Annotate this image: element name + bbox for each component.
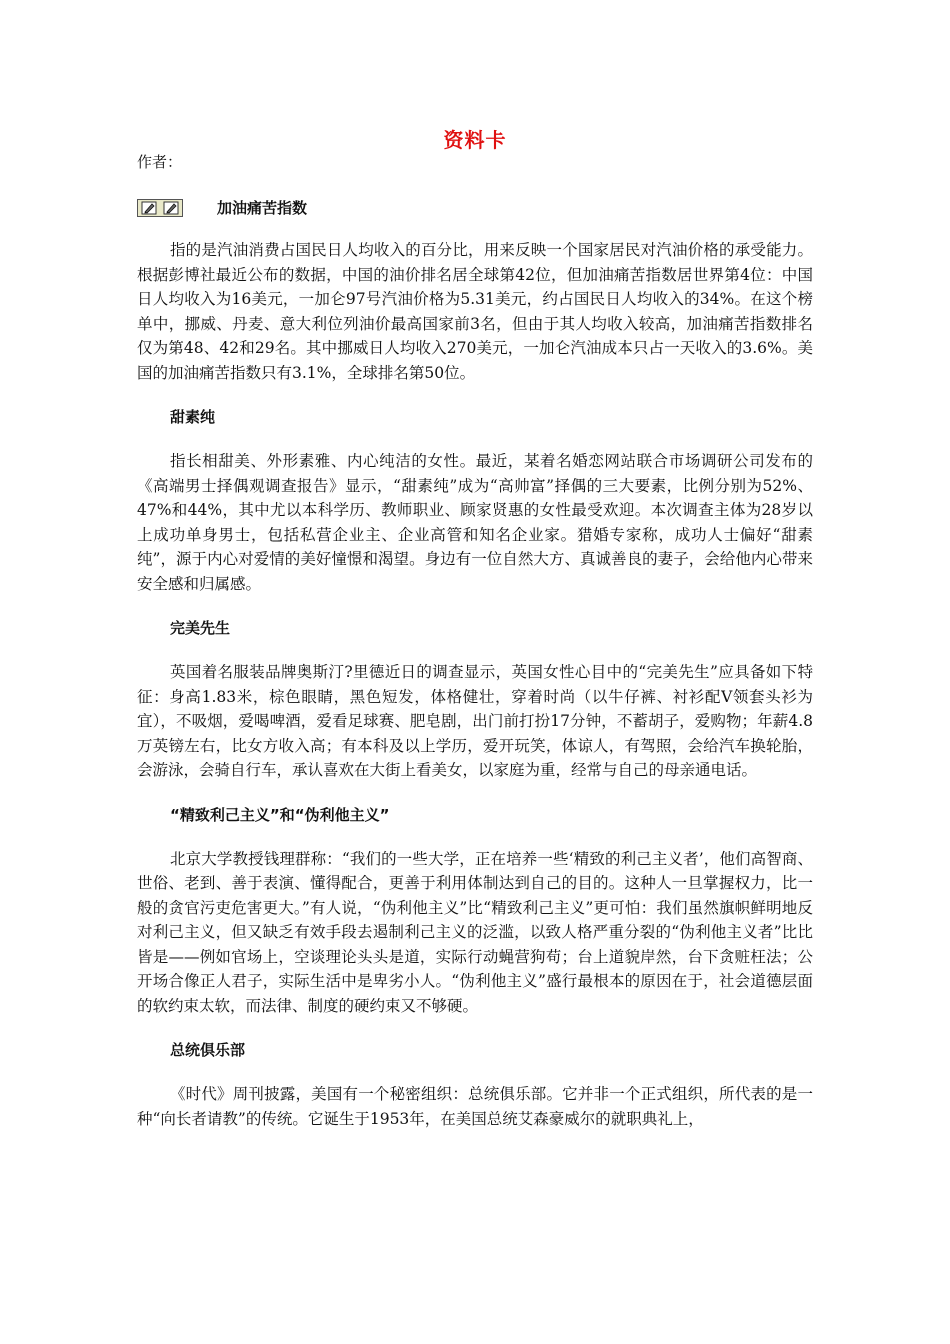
section-heading: 总统俱乐部 (170, 1041, 246, 1059)
article-body (137, 196, 813, 1131)
pencil-icon (141, 201, 157, 215)
section-paragraph: 英国着名服装品牌奥斯汀?里德近日的调查显示，英国女性心目中的“完美先生”应具备如下特征：身高1.83米，棕色眼睛，黑色短发，体格健壮，穿着时尚（以牛仔裤、衬衫配V领套头衫为宜），不吸烟，爱喝啤酒，爱看足球赛、肥皂剧，出门前打扮17分钟，不蓄胡子，爱购物；年薪4.8万英镑左右，比女方收入高；有本科及以上学历，爱开玩笑，体谅人，有驾照，会给汽车换轮胎，会游泳，会骑自行车，承认喜欢在大街上看美女，以家庭为重，经常与自己的母亲通电话。 (137, 663, 813, 779)
section-heading: “精致利己主义”和“伪利他主义” (170, 805, 390, 824)
section-heading: 完美先生 (170, 619, 231, 637)
section-header-1 (137, 196, 813, 220)
section-paragraph: 北京大学教授钱理群称：“我们的一些大学，正在培养一些‘精致的利己主义者’，他们高智商、世俗、老到、善于表演、懂得配合，更善于利用体制达到自己的目的。这种人一旦掌握权力，比一般的贪官污吏危害更大。”有人说，“伪利他主义”比“精致利己主义”更可怕：我们虽然旗帜鲜明地反对利己主义，但又缺乏有效手段去遏制利己主义的泛滥，以致人格严重分裂的“伪利他主义者”比比皆是——例如官场上，空谈理论头头是道，实际行动蝇营狗苟；台上道貌岸然，台下贪赃枉法；公开场合像正人君子，实际生活中是卑劣小人。“伪利他主义”盛行最根本的原因在于，社会道德层面的软约束太软，而法律、制度的硬约束又不够硬。 (137, 849, 813, 1015)
author-label: 作者： (137, 153, 183, 171)
pencil-icon-group (137, 199, 183, 217)
section-heading: 加油痛苦指数 (217, 199, 308, 217)
section-paragraph: 《时代》周刊披露，美国有一个秘密组织：总统俱乐部。它并非一个正式组织，所代表的是一种“向长者请教”的传统。它诞生于1953年，在美国总统艾森豪威尔的就职典礼上， (137, 1085, 813, 1128)
section-heading: 甜素纯 (170, 408, 216, 426)
section-paragraph: 指的是汽油消费占国民日人均收入的百分比，用来反映一个国家居民对汽油价格的承受能力。根据彭博社最近公布的数据，中国的油价排名居全球第42位，但加油痛苦指数居世界第4位：中国日人均收入为16美元，一加仑97号汽油价格为5.31美元，约占国民日人均收入的34%。在这个榜单中，挪威、丹麦、意大利位列油价最高国家前3名，但由于其人均收入较高，加油痛苦指数排名仅为第48、42和29名。其中挪威日人均收入270美元，一加仑汽油成本只占一天收入的3.6%。美国的加油痛苦指数只有3.1%，全球排名第50位。 (137, 241, 813, 382)
page-title: 资料卡 (443, 128, 507, 152)
section-paragraph: 指长相甜美、外形素雅、内心纯洁的女性。最近，某着名婚恋网站联合市场调研公司发布的《高端男士择偶观调查报告》显示，“甜素纯”成为“高帅富”择偶的三大要素，比例分别为52%、47%和44%，其中尤以本科学历、教师职业、顾家贤惠的女性最受欢迎。本次调查主体为28岁以上成功单身男士，包括私营企业主、企业高管和知名企业家。猎婚专家称，成功人士偏好“甜素纯”，源于内心对爱情的美好憧憬和渴望。身边有一位自然大方、真诚善良的妻子，会给他内心带来安全感和归属感。 (137, 452, 813, 593)
pencil-icon (163, 201, 179, 215)
